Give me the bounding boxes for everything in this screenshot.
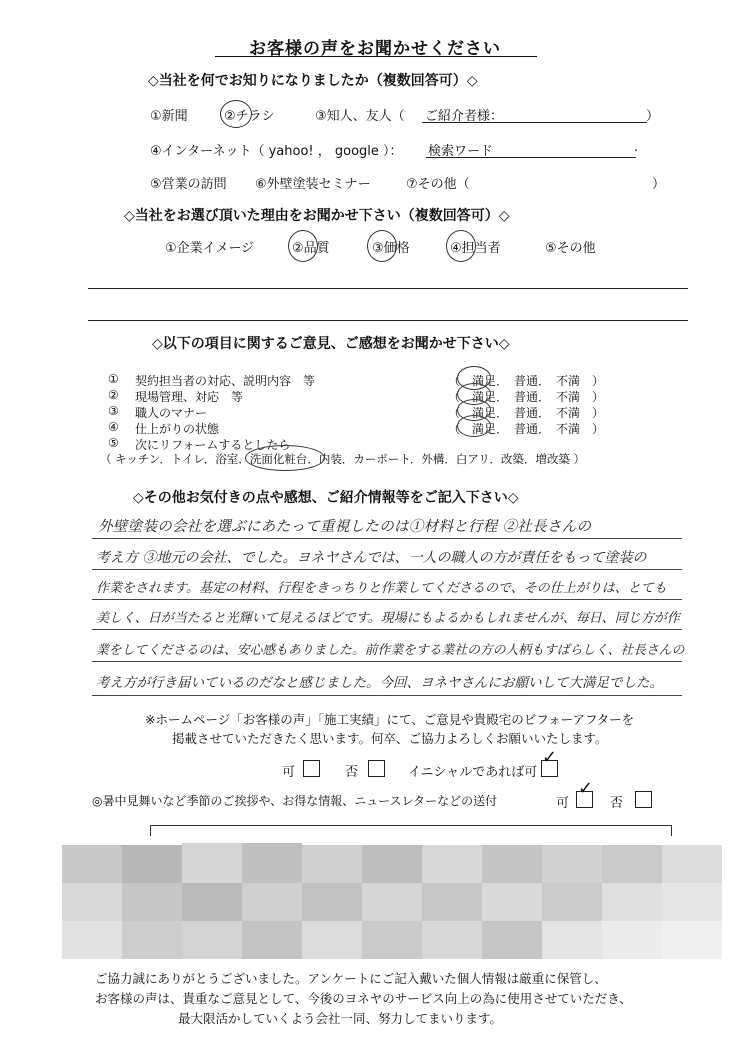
q1-heading: ◇当社を何でお知りになりましたか（複数回答可）◇ <box>148 73 478 89</box>
form-box-top-edge <box>150 825 672 836</box>
newsletter-no-label: 否 <box>610 796 624 811</box>
footer-line-3: 最大限活かしていくよう会社一同、努力してまいります。 <box>178 1011 503 1026</box>
q1-option-flyer[interactable]: ②チラシ <box>224 109 275 124</box>
redacted-personal-info <box>62 825 730 965</box>
q3-item-3-rating[interactable]: （ 満足． 普通． 不満 ） <box>448 406 605 420</box>
comment-rule-1 <box>92 538 682 539</box>
q1-option-seminar[interactable]: ⑥外壁塗装セミナー <box>255 177 371 192</box>
q2-heading: ◇当社をお選び頂いた理由をお聞かせ下さい（複数回答可）◇ <box>124 208 510 224</box>
q3-item-1-num: ① <box>108 372 119 386</box>
q1-referrer-label: ご紹介者様： <box>425 109 504 124</box>
comment-line-4: 美しく、日が当たると光輝いて見えるほどです。現場にもよるかもしれませんが、毎日、同じ方が作 <box>96 611 680 626</box>
q1-flyer-circle-mark <box>220 100 252 128</box>
q1-other-close: ） <box>652 177 666 192</box>
q1-option-sales-visit[interactable]: ⑤営業の訪問 <box>150 177 227 192</box>
q3-item-5-num: ⑤ <box>108 436 119 450</box>
q3-item-4-circle-mark <box>457 415 491 437</box>
q1-option-other[interactable]: ⑦その他（ <box>406 177 470 192</box>
publish-yes-label: 可 <box>282 765 296 780</box>
q3-item-3-num: ③ <box>108 404 119 418</box>
q2-option-quality[interactable]: ②品質 <box>292 241 330 256</box>
title-underline <box>215 56 537 57</box>
q3-item-1-label: 契約担当者の対応、説明内容 等 <box>135 374 316 388</box>
publish-initial-check-mark: ✓ <box>542 747 558 768</box>
q3-heading: ◇以下の項目に関するご意見、ご感想をお聞かせ下さい◇ <box>152 336 510 352</box>
q2-option-staff[interactable]: ④担当者 <box>450 241 501 256</box>
q2-option-image[interactable]: ①企業イメージ <box>165 241 255 256</box>
footer-line-1: ご協力誠にありがとうございました。アンケートにご記入戴いた個人情報は厳重に保管し、 <box>95 971 607 986</box>
q3-item-4-rating[interactable]: （ 満足． 普通． 不満 ） <box>448 422 605 436</box>
q3-item-1-rating[interactable]: （ 満足． 普通． 不満 ） <box>448 374 605 388</box>
q3-item-2-label: 現場管理、対応 等 <box>135 390 244 404</box>
comment-line-2: 考え方 ③地元の会社、でした。ヨネヤさんでは、一人の職人の方が責任をもって塗装の <box>96 550 647 566</box>
q2-quality-circle-mark <box>288 230 318 262</box>
comment-rule-5 <box>92 661 682 662</box>
q2-option-other[interactable]: ⑤その他 <box>545 241 596 256</box>
newsletter-no-checkbox[interactable] <box>635 791 652 808</box>
q2-price-circle-mark <box>367 230 397 262</box>
publish-no-label: 否 <box>345 765 359 780</box>
comment-rule-2 <box>92 569 682 570</box>
consent-line-2: 掲載させていただきたく思います。何卒、ご協力よろしくお願いいたします。 <box>172 731 608 746</box>
consent-line-1: ※ホームページ「お客様の声」「施工実績」にて、ご意見や貴殿宅のビフォーアフターを <box>145 712 635 727</box>
comment-rule-3 <box>92 599 682 600</box>
q1-search-word-label: 検索ワード <box>428 144 494 159</box>
comment-rule-4 <box>92 629 682 630</box>
comment-line-6: 考え方が行き届いているのだなと感じました。今回、ヨネヤさんにお願いして大満足でした。 <box>96 675 663 691</box>
q2-option-price[interactable]: ③価格 <box>372 241 410 256</box>
comment-line-5: 業をしてくださるのは、安心感もありました。前作業をする業社の方の人柄もすばらしく、社長さんの <box>96 643 685 658</box>
q4-heading: ◇その他お気付きの点や感想、ご紹介情報等をご記入下さい◇ <box>133 490 519 506</box>
q1-search-dot: . <box>634 140 639 155</box>
q1-referrer-underline <box>422 122 647 123</box>
q2-other-line-2 <box>88 320 688 321</box>
q3-item-2-rating[interactable]: （ 満足． 普通． 不満 ） <box>448 390 605 404</box>
q1-search-word-underline <box>426 157 636 158</box>
comment-rule-6 <box>92 695 682 696</box>
q3-item-5-label: 次にリフォームするとしたら <box>135 438 291 452</box>
q3-item-2-num: ② <box>108 388 119 402</box>
q1-option-internet[interactable]: ④インターネット（ yahoo! ， google ）： <box>150 144 403 159</box>
publish-yes-checkbox[interactable] <box>303 760 320 777</box>
q3-reform-circle-mark <box>245 445 325 471</box>
comment-line-3: 作業をされます。基定の材料、行程をきっちりと作業してくださるので、その仕上がりは、とても <box>96 581 667 596</box>
q3-reform-options[interactable]: （ キッチン．トイレ．浴室．洗面化粧台．内装．カーポート．外構．白アリ．改築．増改築 ） <box>100 452 586 466</box>
q2-staff-circle-mark <box>446 230 476 262</box>
q3-item-4-num: ④ <box>108 420 119 434</box>
comment-line-1: 外壁塗装の会社を選ぶにあたって重視したのは①材料と行程 ②社長さんの <box>98 519 592 535</box>
q2-other-line-1 <box>88 288 688 289</box>
page-title: お客様の声をお聞かせください <box>249 39 501 59</box>
q3-item-4-label: 仕上がりの状態 <box>135 422 220 436</box>
q1-friend-close: ） <box>646 109 660 124</box>
publish-no-checkbox[interactable] <box>368 760 385 777</box>
q3-item-3-label: 職人のマナー <box>135 406 208 420</box>
q1-option-newspaper[interactable]: ①新聞 <box>150 109 188 124</box>
footer-line-2: お客様の声は、貴重なご意見として、今後のヨネヤのサービス向上の為に使用させていただき、 <box>95 991 632 1006</box>
q1-option-friend[interactable]: ③知人、友人（ <box>315 109 405 124</box>
newsletter-yes-label: 可 <box>556 796 570 811</box>
publish-initial-label: イニシャルであれば可 <box>408 765 538 780</box>
newsletter-label: ◎暑中見舞いなど季節のご挨拶や、お得な情報、ニュースレターなどの送付 <box>92 794 498 808</box>
newsletter-check-mark: ✓ <box>578 778 594 799</box>
